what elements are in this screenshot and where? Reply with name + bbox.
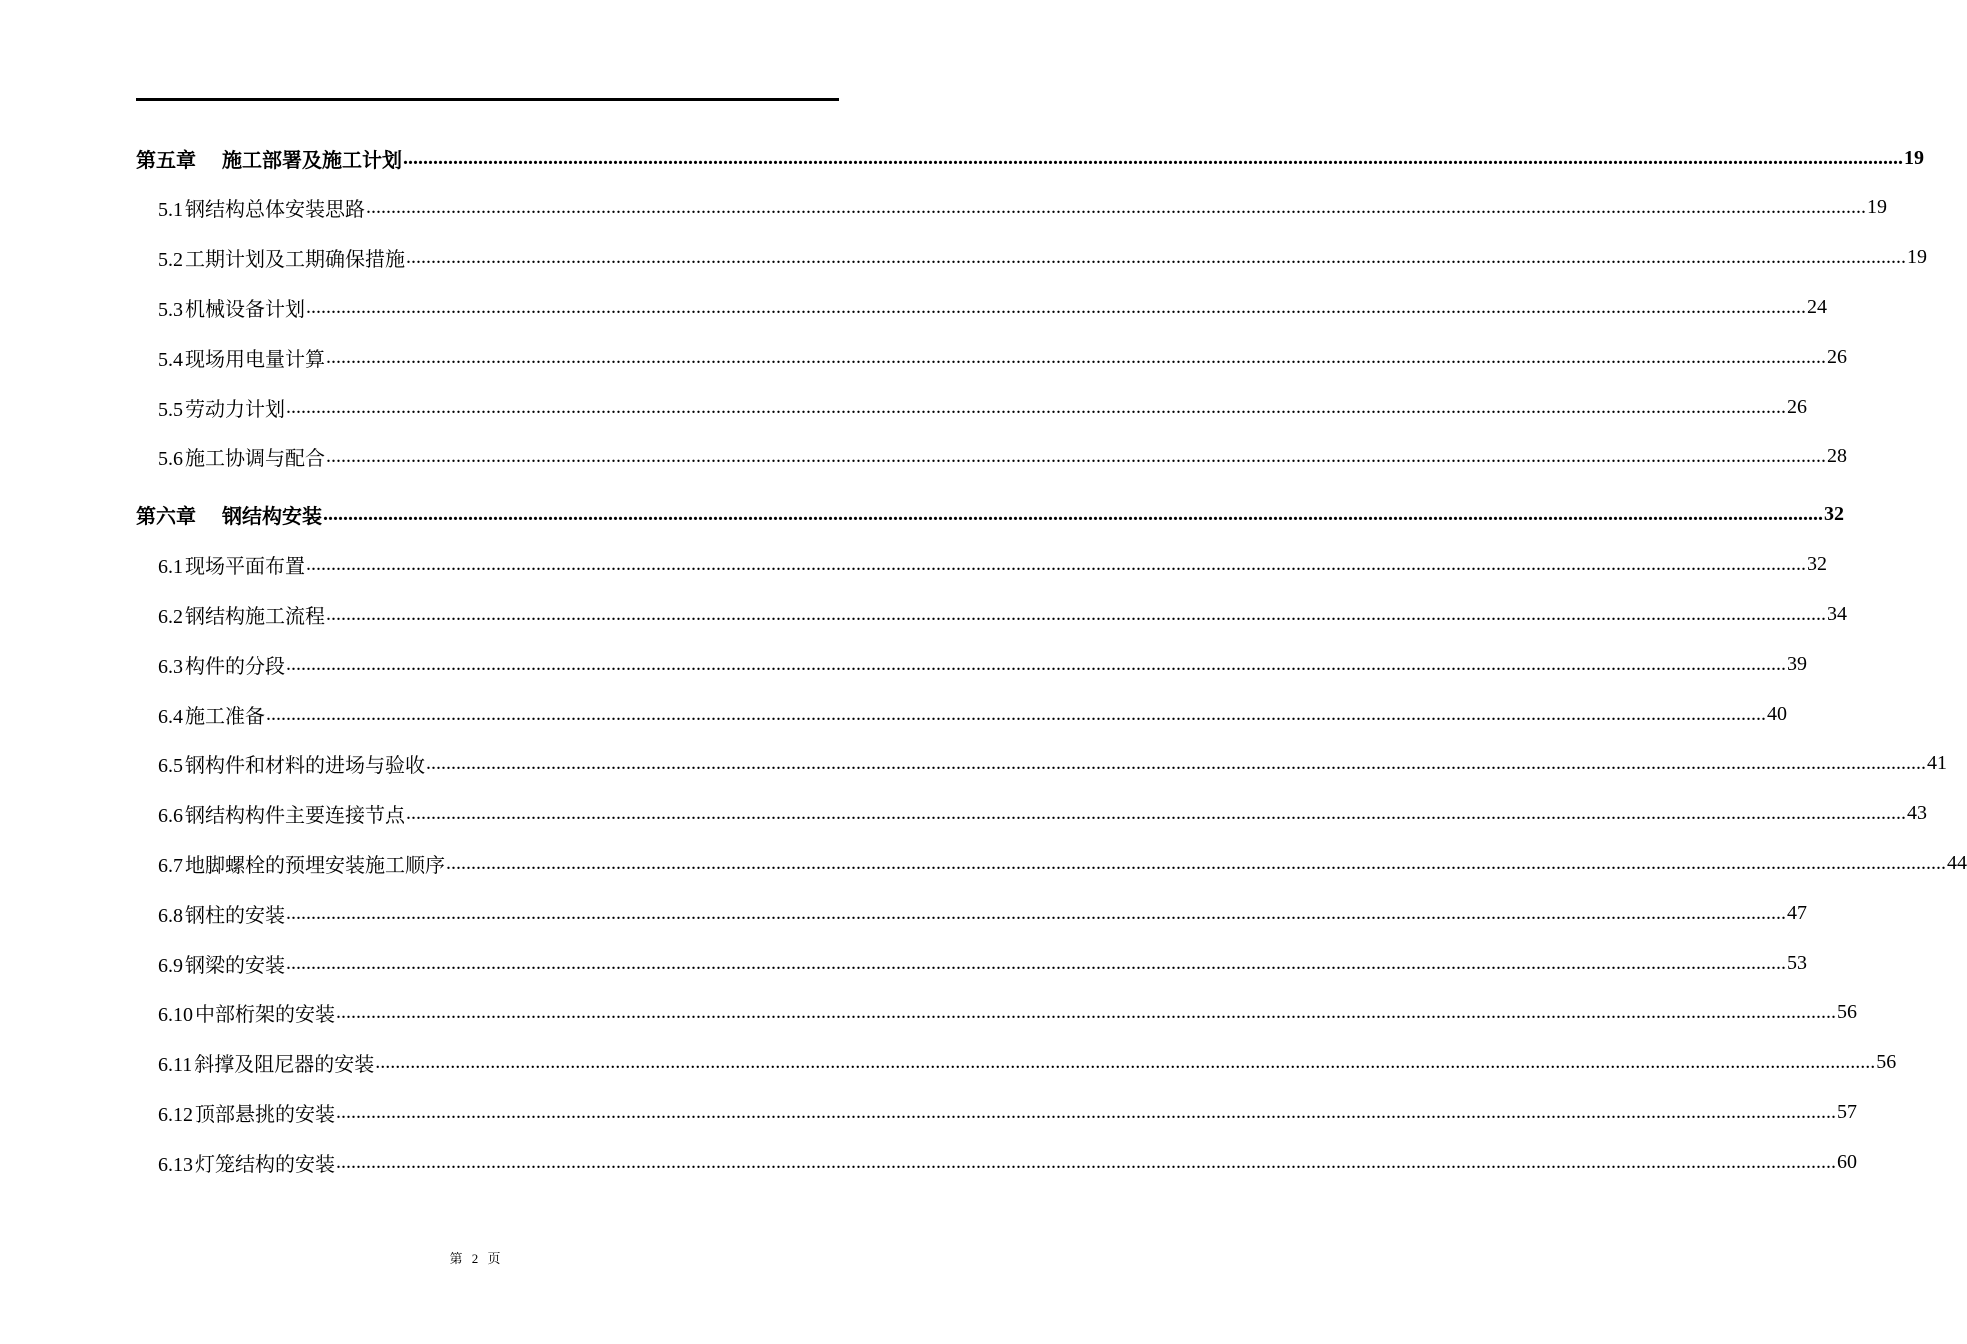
toc-leader-dots: ............................................................................................................................................................................................................................................................................................................ bbox=[326, 345, 1826, 368]
toc-entry-number: 6.11 bbox=[158, 1054, 193, 1077]
toc-leader-dots: ............................................................................................................................................................................................................................................................................................................ bbox=[446, 851, 1946, 874]
toc-entry-page: 44 bbox=[1947, 851, 1967, 874]
toc-entry-title: 斜撑及阻尼器的安装 bbox=[194, 1054, 375, 1077]
toc-entry-label bbox=[158, 393, 285, 422]
footer-prefix: 第 bbox=[449, 1251, 463, 1266]
page-footer bbox=[0, 1248, 950, 1267]
toc-leader-dots: ............................................................................................................................................................................................................................................................................................................ bbox=[336, 1001, 1836, 1024]
toc-entry-title: 中部桁架的安装 bbox=[195, 1004, 335, 1027]
toc-section-entry[interactable] bbox=[136, 1088, 1857, 1138]
toc-leader-dots: ............................................................................................................................................................................................................................................................................................................ bbox=[286, 395, 1786, 418]
toc-entry-title: 施工协调与配合 bbox=[185, 448, 325, 471]
toc-chapter-entry[interactable] bbox=[136, 133, 1924, 183]
toc-section-entry[interactable] bbox=[136, 590, 1847, 640]
toc-entry-number: 6.1 bbox=[158, 556, 183, 579]
toc-entry-title: 劳动力计划 bbox=[185, 398, 285, 421]
toc-entry-title: 钢梁的安装 bbox=[185, 954, 285, 977]
toc-entry-page: 28 bbox=[1827, 445, 1847, 468]
toc-section-entry[interactable] bbox=[136, 839, 1967, 889]
toc-entry-label bbox=[158, 700, 265, 729]
toc-entry-number: 6.8 bbox=[158, 904, 183, 927]
toc-entry-label bbox=[158, 1098, 335, 1127]
toc-entry-page: 19 bbox=[1904, 146, 1924, 169]
toc-entry-number: 5.2 bbox=[158, 249, 183, 272]
toc-entry-number: 5.5 bbox=[158, 398, 183, 421]
toc-entry-title: 钢构件和材料的进场与验收 bbox=[185, 755, 425, 778]
toc-section-entry[interactable] bbox=[136, 988, 1857, 1038]
toc-entry-page: 43 bbox=[1907, 802, 1927, 825]
toc-entry-page: 56 bbox=[1876, 1051, 1897, 1074]
toc-entry-page: 57 bbox=[1837, 1100, 1857, 1123]
toc-entry-page: 56 bbox=[1837, 1001, 1857, 1024]
toc-leader-dots: ............................................................................................................................................................................................................................................................................................................ bbox=[286, 652, 1786, 675]
toc-section-entry[interactable] bbox=[136, 639, 1807, 689]
toc-entry-label bbox=[158, 442, 325, 471]
table-of-contents bbox=[136, 125, 1967, 1187]
toc-leader-dots: ............................................................................................................................................................................................................................................................................................................ bbox=[406, 246, 1906, 269]
toc-entry-label bbox=[158, 343, 325, 372]
toc-leader-dots: ............................................................................................................................................................................................................................................................................................................ bbox=[375, 1051, 1876, 1074]
toc-leader-dots: ............................................................................................................................................................................................................................................................................................................ bbox=[286, 901, 1786, 924]
toc-leader-dots: ............................................................................................................................................................................................................................................................................................................ bbox=[306, 295, 1806, 318]
toc-entry-number: 第六章 bbox=[136, 506, 196, 529]
toc-section-entry[interactable] bbox=[136, 183, 1887, 233]
toc-entry-label bbox=[136, 500, 322, 529]
toc-section-entry[interactable] bbox=[136, 789, 1927, 839]
toc-section-entry[interactable] bbox=[136, 382, 1807, 432]
toc-entry-number: 6.13 bbox=[158, 1153, 193, 1176]
toc-entry-title: 地脚螺栓的预埋安装施工顺序 bbox=[185, 854, 445, 877]
toc-leader-dots: ............................................................................................................................................................................................................................................................................................................ bbox=[336, 1150, 1836, 1173]
toc-entry-label bbox=[158, 1148, 335, 1177]
toc-entry-label bbox=[158, 550, 305, 579]
header-rule bbox=[136, 98, 839, 101]
toc-entry-title: 工期计划及工期确保措施 bbox=[185, 249, 405, 272]
toc-entry-page: 24 bbox=[1807, 295, 1827, 318]
toc-entry-page: 26 bbox=[1787, 395, 1807, 418]
toc-entry-page: 40 bbox=[1767, 702, 1787, 725]
toc-entry-title: 钢结构总体安装思路 bbox=[185, 199, 365, 222]
toc-entry-number: 6.4 bbox=[158, 705, 183, 728]
toc-entry-title: 现场用电量计算 bbox=[185, 348, 325, 371]
toc-entry-label bbox=[158, 949, 285, 978]
toc-leader-dots: ............................................................................................................................................................................................................................................................................................................ bbox=[266, 702, 1766, 725]
toc-entry-page: 19 bbox=[1867, 196, 1887, 219]
toc-entry-number: 6.5 bbox=[158, 755, 183, 778]
toc-entry-page: 60 bbox=[1837, 1150, 1857, 1173]
toc-entry-title: 钢结构构件主要连接节点 bbox=[185, 805, 405, 828]
toc-leader-dots: ............................................................................................................................................................................................................................................................................................................ bbox=[336, 1100, 1836, 1123]
toc-entry-title: 钢结构施工流程 bbox=[185, 605, 325, 628]
toc-entry-label bbox=[158, 193, 365, 222]
toc-entry-number: 5.3 bbox=[158, 298, 183, 321]
toc-entry-number: 5.6 bbox=[158, 448, 183, 471]
toc-entry-page: 34 bbox=[1827, 602, 1847, 625]
toc-entry-label bbox=[158, 600, 325, 629]
toc-section-entry[interactable] bbox=[136, 332, 1847, 382]
toc-section-entry[interactable] bbox=[136, 739, 1947, 789]
toc-entry-number: 6.7 bbox=[158, 854, 183, 877]
toc-leader-dots: ............................................................................................................................................................................................................................................................................................................ bbox=[286, 951, 1786, 974]
toc-entry-label bbox=[158, 293, 305, 322]
toc-leader-dots: ............................................................................................................................................................................................................................................................................................................ bbox=[306, 553, 1806, 576]
toc-entry-page: 39 bbox=[1787, 652, 1807, 675]
toc-entry-title: 现场平面布置 bbox=[185, 556, 305, 579]
toc-entry-title: 构件的分段 bbox=[185, 655, 285, 678]
toc-leader-dots: ............................................................................................................................................................................................................................................................................................................ bbox=[323, 503, 1823, 526]
toc-section-entry[interactable] bbox=[136, 689, 1787, 739]
toc-entry-title: 钢柱的安装 bbox=[185, 904, 285, 927]
toc-entry-page: 41 bbox=[1927, 752, 1947, 775]
toc-entry-page: 53 bbox=[1787, 951, 1807, 974]
toc-entry-number: 6.2 bbox=[158, 605, 183, 628]
toc-leader-dots: ............................................................................................................................................................................................................................................................................................................ bbox=[326, 602, 1826, 625]
toc-entry-title: 灯笼结构的安装 bbox=[195, 1153, 335, 1176]
toc-entry-page: 19 bbox=[1907, 246, 1927, 269]
toc-entry-label bbox=[158, 799, 405, 828]
toc-entry-label bbox=[158, 849, 445, 878]
toc-entry-label bbox=[158, 243, 405, 272]
toc-section-entry[interactable] bbox=[136, 283, 1827, 333]
toc-section-entry[interactable] bbox=[136, 432, 1847, 482]
toc-entry-number: 6.12 bbox=[158, 1103, 193, 1126]
toc-entry-page: 47 bbox=[1787, 901, 1807, 924]
toc-section-entry[interactable] bbox=[136, 540, 1827, 590]
toc-entry-title: 施工准备 bbox=[185, 705, 265, 728]
toc-leader-dots: ............................................................................................................................................................................................................................................................................................................ bbox=[426, 752, 1926, 775]
toc-entry-label bbox=[158, 1048, 374, 1077]
toc-leader-dots: ............................................................................................................................................................................................................................................................................................................ bbox=[326, 445, 1826, 468]
toc-leader-dots: ............................................................................................................................................................................................................................................................................................................ bbox=[406, 802, 1906, 825]
toc-entry-number: 5.4 bbox=[158, 348, 183, 371]
toc-entry-page: 32 bbox=[1824, 503, 1844, 526]
toc-entry-label bbox=[158, 998, 335, 1027]
toc-entry-number: 6.3 bbox=[158, 655, 183, 678]
toc-section-entry[interactable] bbox=[136, 938, 1807, 988]
toc-section-entry[interactable] bbox=[136, 888, 1807, 938]
toc-entry-label bbox=[136, 144, 402, 173]
toc-entry-title: 机械设备计划 bbox=[185, 298, 305, 321]
toc-leader-dots: ............................................................................................................................................................................................................................................................................................................ bbox=[403, 146, 1903, 169]
toc-entry-number: 6.6 bbox=[158, 805, 183, 828]
toc-chapter-entry[interactable] bbox=[136, 490, 1844, 540]
footer-page-number: 2 bbox=[471, 1251, 479, 1266]
toc-entry-number: 第五章 bbox=[136, 149, 196, 172]
toc-entry-label bbox=[158, 749, 425, 778]
toc-section-entry[interactable] bbox=[136, 1137, 1857, 1187]
footer-suffix: 页 bbox=[487, 1251, 501, 1266]
toc-entry-title: 顶部悬挑的安装 bbox=[195, 1103, 335, 1126]
toc-entry-title: 钢结构安装 bbox=[222, 506, 322, 529]
toc-section-entry[interactable] bbox=[136, 1038, 1897, 1088]
toc-entry-page: 32 bbox=[1807, 553, 1827, 576]
toc-entry-page: 26 bbox=[1827, 345, 1847, 368]
toc-leader-dots: ............................................................................................................................................................................................................................................................................................................ bbox=[366, 196, 1866, 219]
toc-entry-number: 6.9 bbox=[158, 954, 183, 977]
toc-entry-number: 5.1 bbox=[158, 199, 183, 222]
toc-entry-number: 6.10 bbox=[158, 1004, 193, 1027]
toc-entry-label bbox=[158, 899, 285, 928]
toc-entry-label bbox=[158, 650, 285, 679]
toc-section-entry[interactable] bbox=[136, 233, 1927, 283]
toc-entry-title: 施工部署及施工计划 bbox=[222, 149, 402, 172]
